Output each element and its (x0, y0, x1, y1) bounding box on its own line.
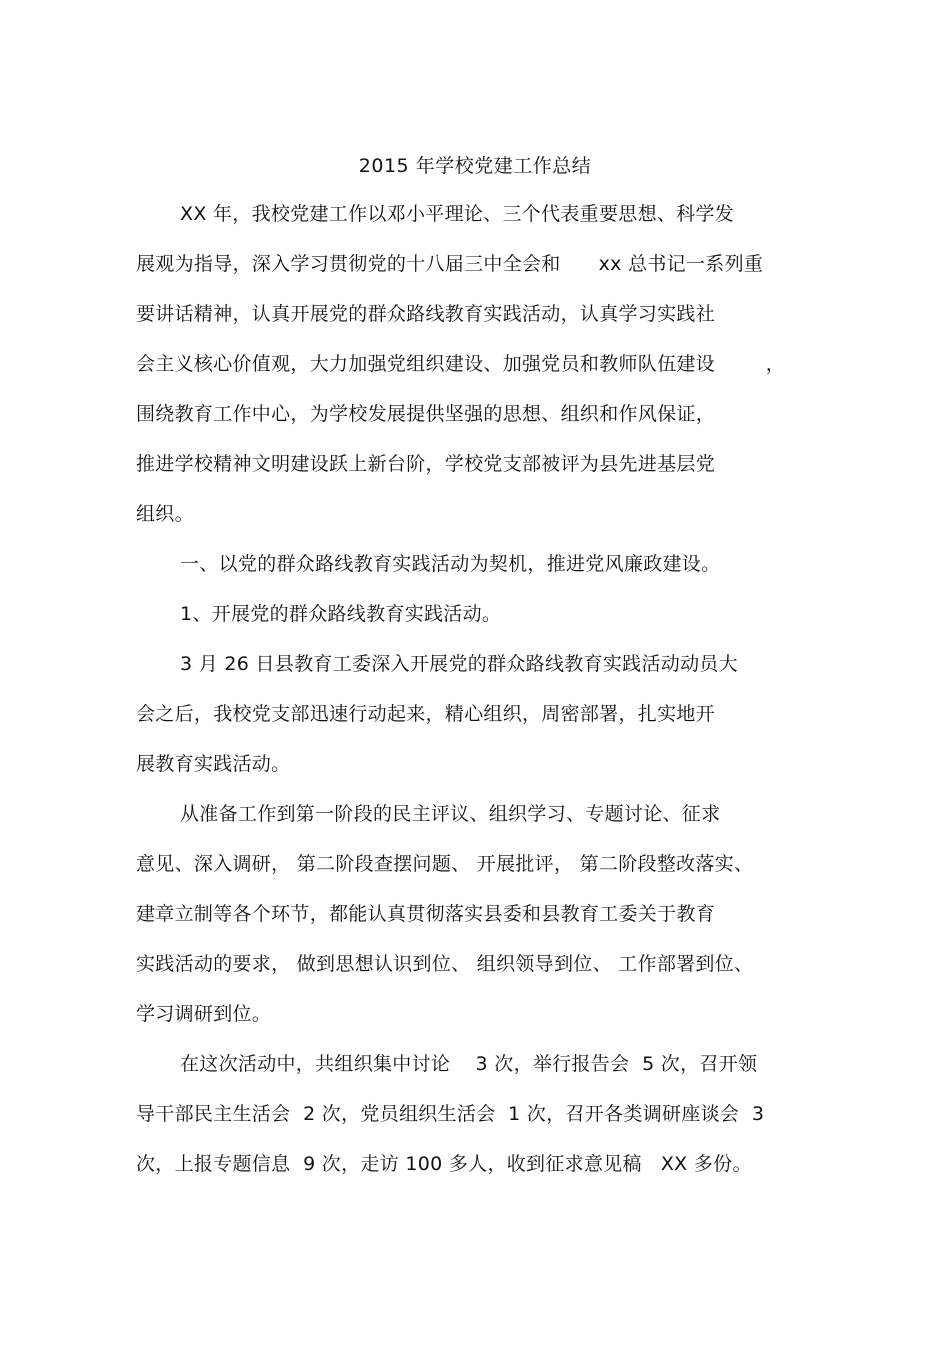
paragraph-line: 建章立制等各个环节，都能认真贯彻落实县委和县教育工委关于教育 (136, 903, 716, 925)
paragraph-line: XX 年，我校党建工作以邓小平理论、三个代表重要思想、科学发 (180, 203, 735, 225)
paragraph-line: 在这次活动中，共组织集中讨论 3 次，举行报告会 5 次，召开领 (180, 1053, 758, 1075)
paragraph-line: 组织。 (136, 503, 194, 525)
paragraph-line: 展观为指导，深入学习贯彻党的十八届三中全会和 xx 总书记一系列重 (136, 253, 764, 275)
paragraph-line: 围绕教育工作中心，为学校发展提供坚强的思想、组织和作风保证， (136, 403, 716, 425)
paragraph-line: 实践活动的要求， 做到思想认识到位、 组织领导到位、 工作部署到位、 (136, 953, 754, 975)
paragraph-line: 展教育实践活动。 (136, 753, 291, 775)
subsection-heading: 1、开展党的群众路线教育实践活动。 (180, 603, 502, 625)
section-heading: 一、以党的群众路线教育实践活动为契机，推进党风廉政建设。 (180, 553, 721, 575)
paragraph-line: 意见、深入调研， 第二阶段查摆问题、 开展批评， 第二阶段整改落实、 (136, 853, 754, 875)
paragraph-line: 3 月 26 日县教育工委深入开展党的群众路线教育实践活动动员大 (180, 653, 738, 675)
paragraph-line: 次，上报专题信息 9 次，走访 100 多人，收到征求意见稿 XX 多份。 (136, 1153, 752, 1175)
document-title: 2015 年学校党建工作总结 (358, 155, 592, 177)
paragraph-line: 导干部民主生活会 2 次，党员组织生活会 1 次，召开各类调研座谈会 3 (136, 1103, 765, 1125)
paragraph-line: 推进学校精神文明建设跃上新台阶，学校党支部被评为县先进基层党 (136, 453, 716, 475)
paragraph-line: 会主义核心价值观，大力加强党组织建设、加强党员和教师队伍建设 ， (136, 353, 786, 375)
paragraph-line: 会之后，我校党支部迅速行动起来，精心组织，周密部署，扎实地开 (136, 703, 716, 725)
paragraph-line: 从准备工作到第一阶段的民主评议、组织学习、专题讨论、征求 (180, 803, 721, 825)
paragraph-line: 要讲话精神，认真开展党的群众路线教育实践活动，认真学习实践社 (136, 303, 716, 325)
paragraph-line: 学习调研到位。 (136, 1003, 272, 1025)
